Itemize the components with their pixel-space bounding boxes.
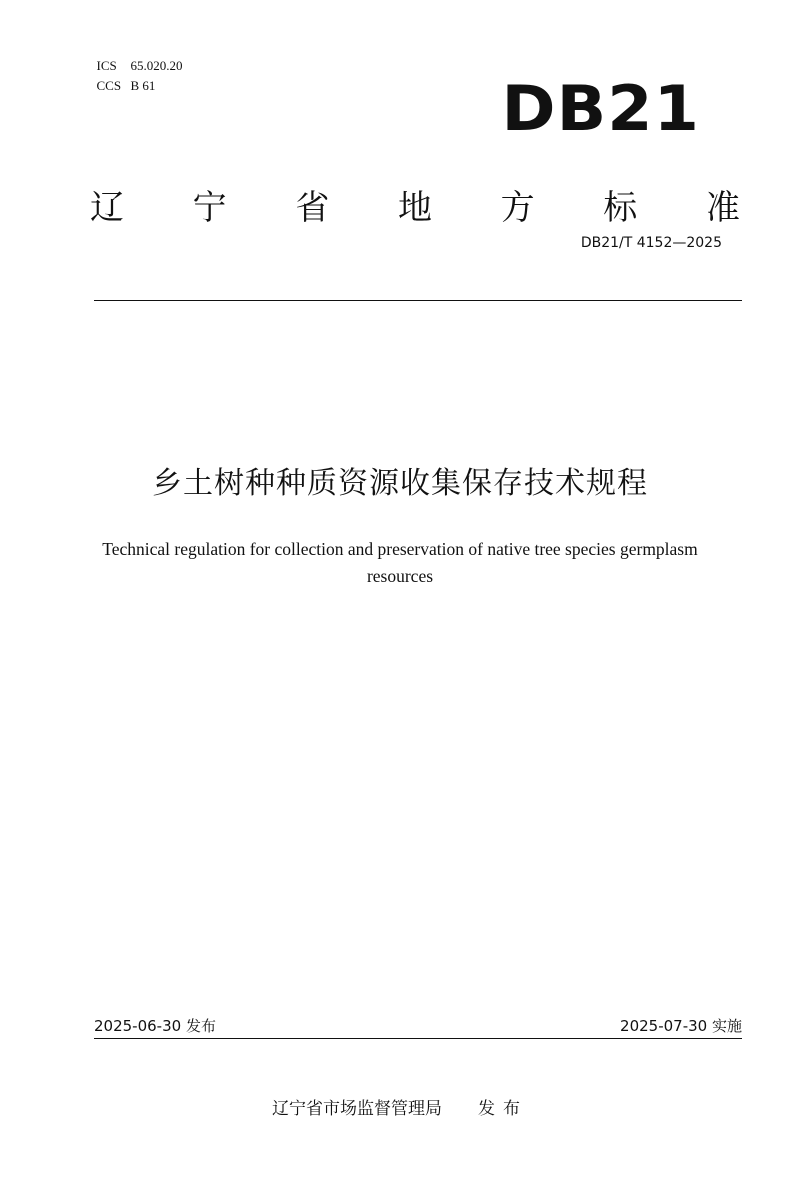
standard-type-char: 准 [705, 188, 740, 228]
implementation-date: 2025-07-30 实施 [620, 1017, 742, 1035]
standard-type-char: 宁 [192, 188, 227, 228]
document-title-chinese: 乡土树种种质资源收集保存技术规程 [152, 466, 648, 501]
ics-label: ICS [96, 58, 117, 73]
ccs-code: B 61 [130, 78, 156, 93]
bottom-divider [94, 1038, 742, 1039]
issuer-action: 发布 [478, 1099, 528, 1119]
english-title-line-2: resources [366, 566, 434, 586]
standard-number: DB21/T 4152—2025 [580, 235, 722, 251]
standard-type-char: 方 [500, 188, 535, 228]
standard-type-char: 辽 [90, 188, 124, 228]
ccs-code-line [90, 62, 155, 94]
standard-type-heading [90, 186, 740, 230]
db21-logo: DB21 [501, 72, 700, 145]
top-divider [94, 300, 742, 301]
document-title-english [60, 536, 740, 590]
issuing-authority [0, 1098, 800, 1120]
issuer-organization: 辽宁省市场监督管理局 [272, 1099, 442, 1119]
english-title-line-1: Technical regulation for collection and preservation of native tree species germplasm [102, 539, 698, 559]
ics-code: 65.020.20 [130, 58, 183, 73]
issue-date: 2025-06-30 发布 [94, 1017, 216, 1035]
standard-type-char: 地 [397, 188, 432, 228]
standard-type-char: 标 [603, 188, 638, 228]
ccs-label: CCS [96, 78, 122, 93]
standard-type-char: 省 [295, 188, 330, 228]
